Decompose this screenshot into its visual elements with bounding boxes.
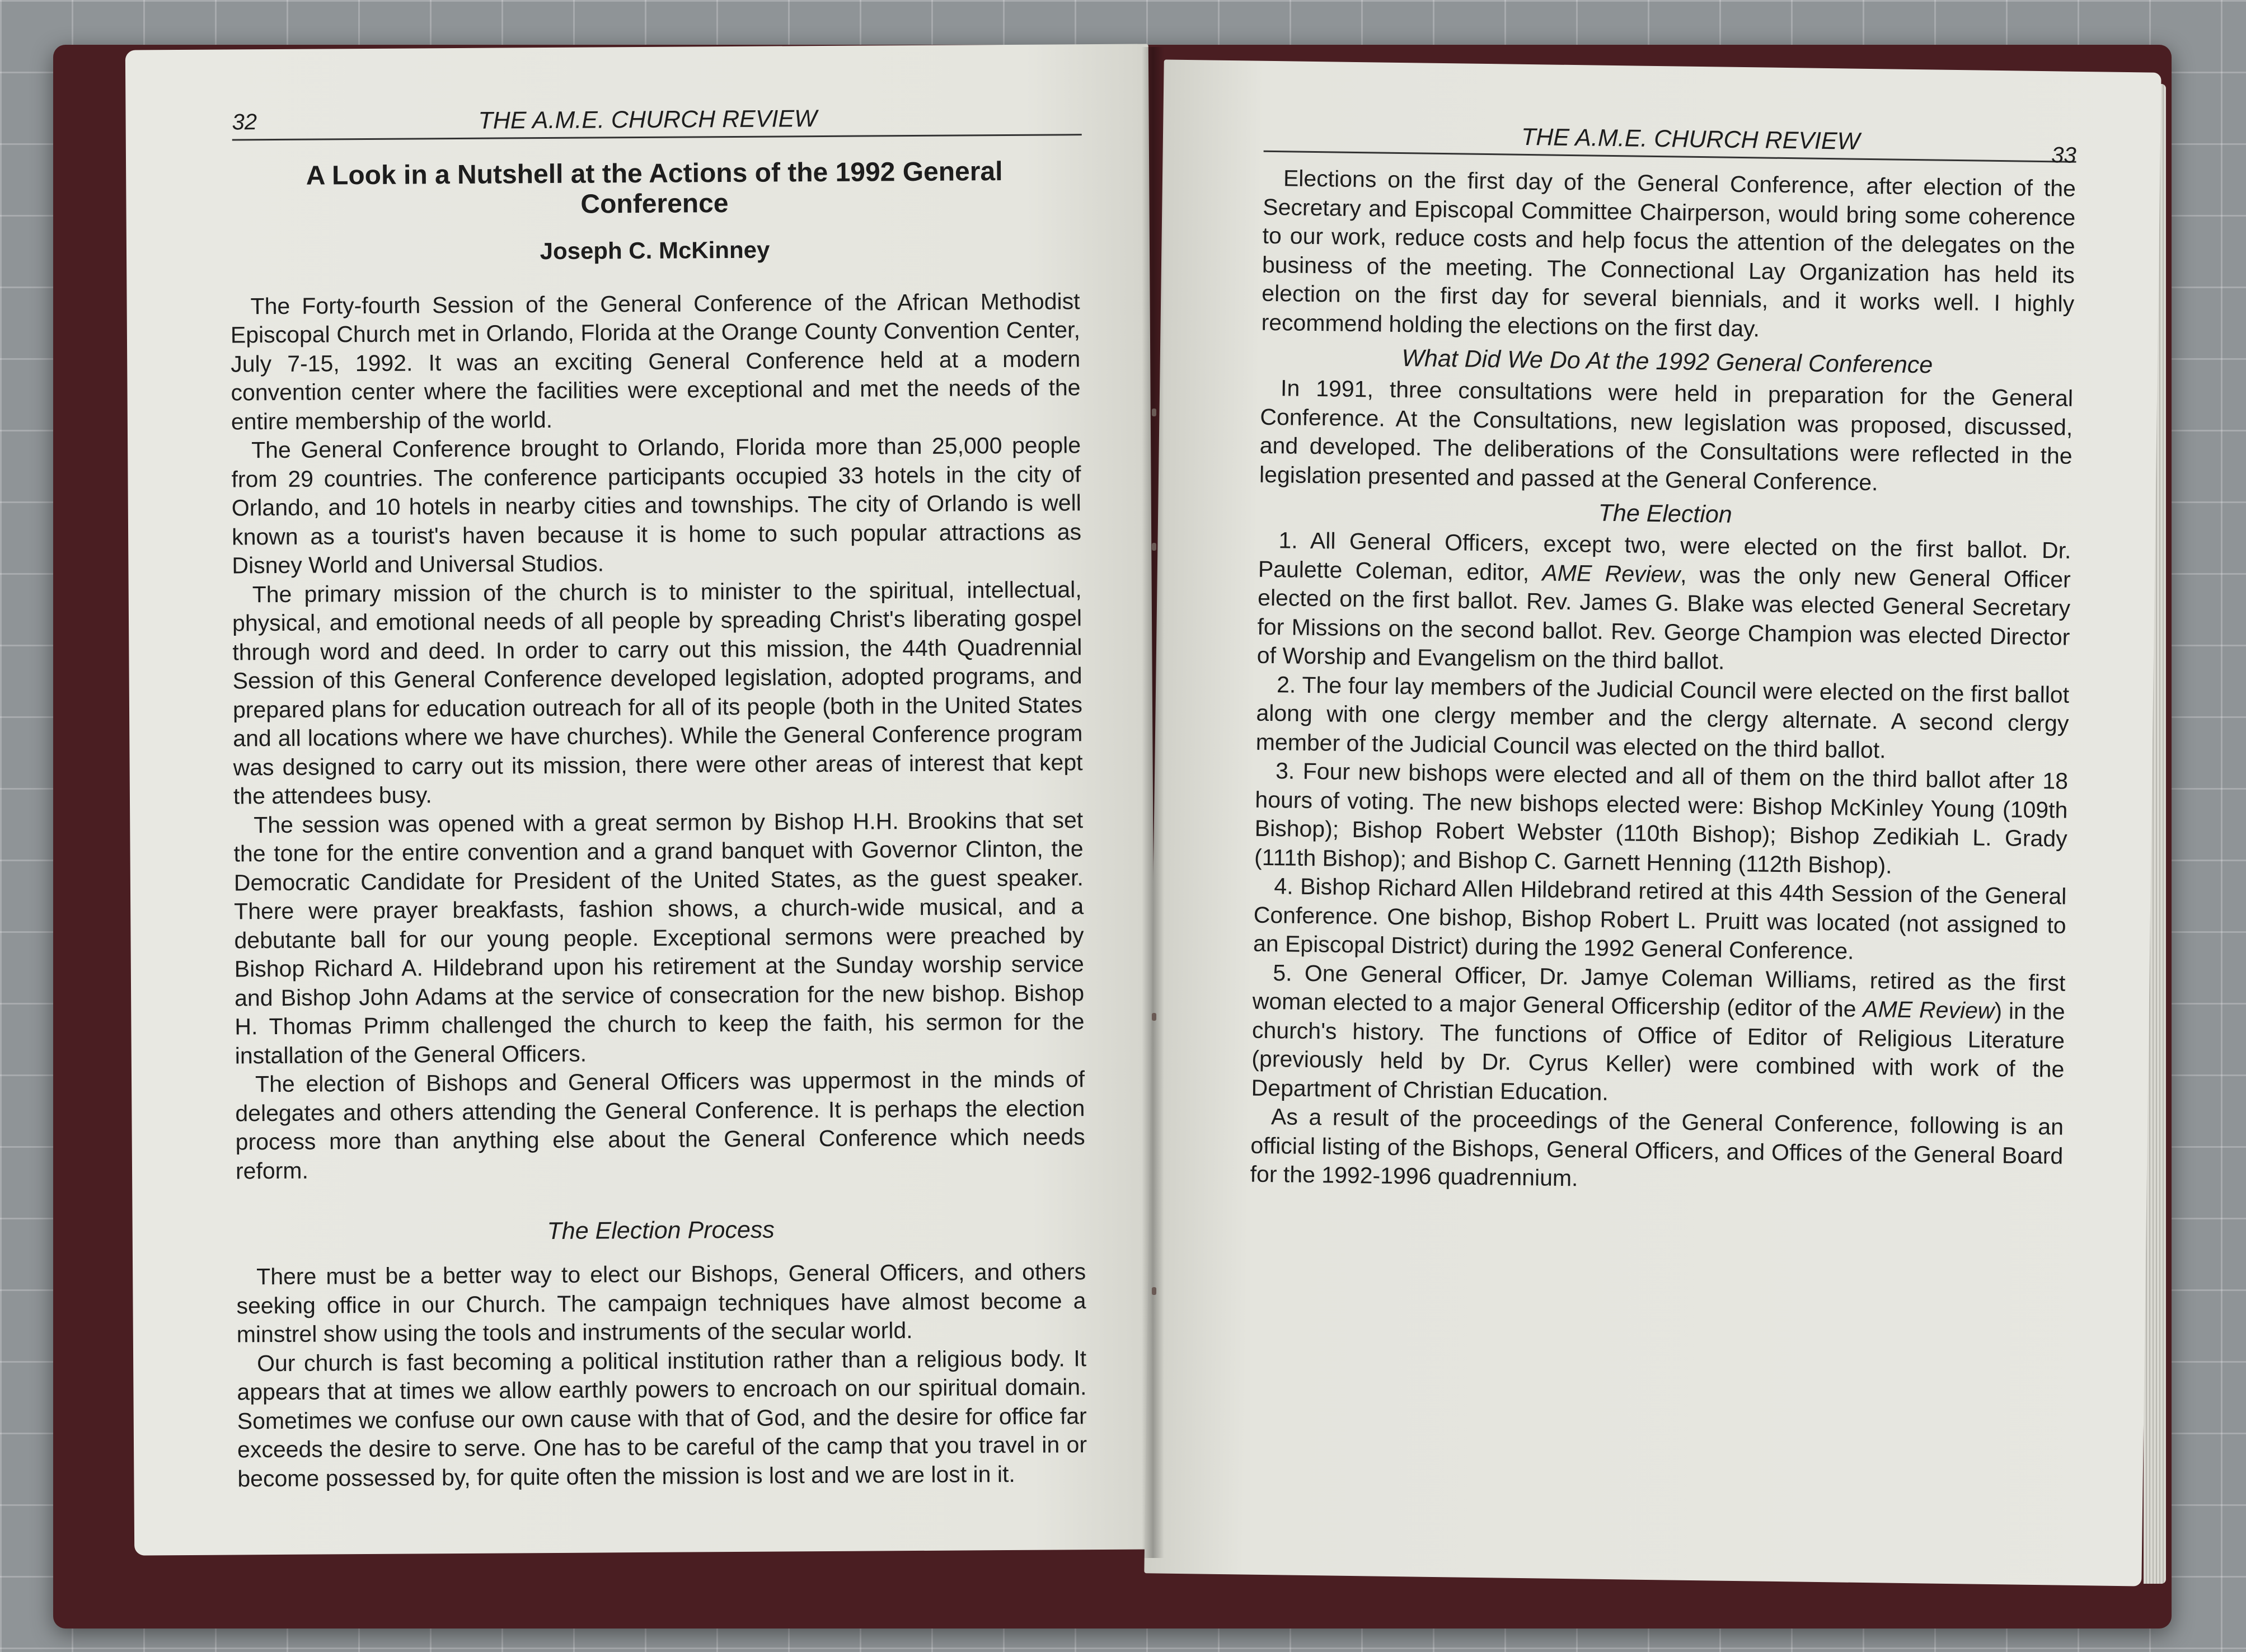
election-item-2: 2. The four lay members of the Judicial Council were elected on the first ballot along with one clergy member and the clergy alternate. A second clergy member of the Judicial Council was elected on the third ballot. bbox=[1255, 671, 2070, 763]
left-paragraph-4: The session was opened with a great sermon by Bishop H.H. Brookins that set the tone for the entire convention and a grand banquet with Governor Clinton, the Democratic Candidate for President of the United States, as the guest speaker. There were prayer breakfasts, fashion shows, a church-wide musical, and a debutante ball for our young people. Exceptional sermons were preached by Bishop Richard A. Hildebrand upon his retirement at the Sunday worship service and Bishop John Adams at the service of consecration for the new bishop. Bishop H. Thomas Primm challenged the church to keep the faith, his sermon for the installation of the General Officers. bbox=[233, 806, 1085, 1068]
right-running-title: THE A.M.E. CHURCH REVIEW bbox=[1521, 123, 1860, 155]
left-running-head bbox=[232, 100, 1081, 140]
right-page bbox=[1144, 59, 2161, 1586]
election-item-4: 4. Bishop Richard Allen Hildebrand retired at this 44th Session of the General Conference. One bishop, Bishop Robert L. Pruitt was located (not assigned to an Episcopal District) during the 1992 General Conference. bbox=[1253, 873, 2067, 964]
left-body bbox=[229, 156, 1087, 1493]
left-paragraph-3: The primary mission of the church is to minister to the spiritual, intellectual, physical, and emotional needs of all people by spreading Christ's liberating gospel through word and deed. In order to carry out this mission, the 44th Quadrennial Session of this General Conference developed legislation, adopted programs, and prepared plans for education outreach for all of its people (both in the United States and all locations where we have churches). While the General Conference program was designed to carry out its mission, there were other areas of interest that kept the attendees busy. bbox=[232, 576, 1083, 809]
left-page bbox=[125, 44, 1157, 1555]
binding-stitch bbox=[1152, 1013, 1156, 1021]
section-heading-what-did-we-do: What Did We Do At the 1992 General Conference bbox=[1401, 345, 1933, 379]
left-paragraph-2: The General Conference brought to Orlando, Florida more than 25,000 people from 29 countries. The conference participants occupied 33 hotels in the city of Orlando, and 10 hotels in nearby cities and townships. The city of Orlando is well known as a tourist's haven because it is home to such popular attractions as Disney World and Universal Studios. bbox=[231, 432, 1082, 579]
left-section-paragraph-2: Our church is fast becoming a political institution rather than a religious body. It appears that at times we allow earthly powers to encroach on our spiritual domain. Sometimes we confuse our own cause with that of God, and the desire for office far exceeds the desire to serve. One has to be careful of the camp that you travel in or become possessed by, for quite often the mission is lost and we are lost in it. bbox=[237, 1345, 1087, 1491]
section-heading-the-election: The Election bbox=[1598, 499, 1733, 528]
left-paragraph-1: The Forty-fourth Session of the General Conference of the African Methodist Episcopal Church met in Orlando, Florida at the Orange County Convention Center, July 7-15, 1992. It was an exciting General Conference held at a modern convention center where the facilities were exceptional and met the needs of the entire membership of the world. bbox=[230, 288, 1081, 434]
left-section-paragraph-1: There must be a better way to elect our Bishops, General Officers, and others seeking office in our Church. The campaign techniques have almost become a minstrel show using the tools and instruments of the secular world. bbox=[236, 1259, 1086, 1348]
right-closing-paragraph: As a result of the proceedings of the General Conference, following is an official listing of the Bishops, General Officers, and Offices of the General Board for the 1992-1996 quadrennium. bbox=[1250, 1104, 2064, 1191]
election-item-1: 1. All General Officers, except two, were elected on the first ballot. Dr. Paulette Coleman, editor, AME Review, was the only new General Officer elected on the first ballot. Rev. James G. Blake was elected General Secretary for Missions on the second ballot. Rev. George Champion was elected Director of Worship and Evangelism on the third ballot. bbox=[1256, 527, 2071, 674]
binding-stitch bbox=[1152, 1287, 1156, 1295]
left-page-number: 32 bbox=[232, 110, 257, 135]
right-page-number: 33 bbox=[2051, 143, 2076, 168]
right-intro-paragraph: Elections on the first day of the General Conference, after election of the Secretary and Episcopal Committee Chairperson, would bring some coherence to our work, reduce costs and help focus the attention of the delegates on the business of the meeting. The Connectional Lay Organization has held its election on the first day for several biennials, and it works well. I highly recommend holding the elections on the first day. bbox=[1261, 165, 2076, 341]
binding-stitch bbox=[1152, 409, 1156, 416]
article-author: Joseph C. McKinney bbox=[540, 236, 770, 265]
binding-stitch bbox=[1152, 543, 1156, 551]
left-running-title: THE A.M.E. CHURCH REVIEW bbox=[478, 105, 817, 134]
right-body bbox=[1250, 164, 2076, 1199]
right-running-head bbox=[1264, 117, 2077, 168]
left-paragraph-5: The election of Bishops and General Officers was uppermost in the minds of delegates and others attending the General Conference. It is perhaps the election process more than anything else about the General Conference which needs reform. bbox=[235, 1066, 1085, 1184]
book-gutter bbox=[1142, 47, 1164, 1558]
section-heading-election-process: The Election Process bbox=[547, 1216, 775, 1245]
article-title: A Look in a Nutshell at the Actions of the 1992 General Conference bbox=[306, 157, 1003, 219]
right-paragraph-consultations: In 1991, three consultations were held in preparation for the General Conference. At the Consultations, new legislation was proposed, discussed, and developed. The deliberations of the Consultations were reflected in the legislation presented and passed at the General Conference. bbox=[1259, 375, 2074, 495]
election-item-5: 5. One General Officer, Dr. Jamye Coleman Williams, retired as the first woman elected to a major General Officership (editor of the AME Review) in the church's history. The functions of Office of Editor of Religious Literature (previously held by Dr. Cyrus Keller) were combined with work of the Department of Christian Education. bbox=[1251, 959, 2066, 1105]
election-item-3: 3. Four new bishops were elected and all of them on the third ballot after 18 hours of voting. The new bishops elected were: Bishop McKinley Young (109th Bishop); Bishop Robert Webster (110th Bishop); Bishop Zedikiah L. Grady (111th Bishop); and Bishop C. Garnett Henning (112th Bishop). bbox=[1254, 758, 2069, 879]
